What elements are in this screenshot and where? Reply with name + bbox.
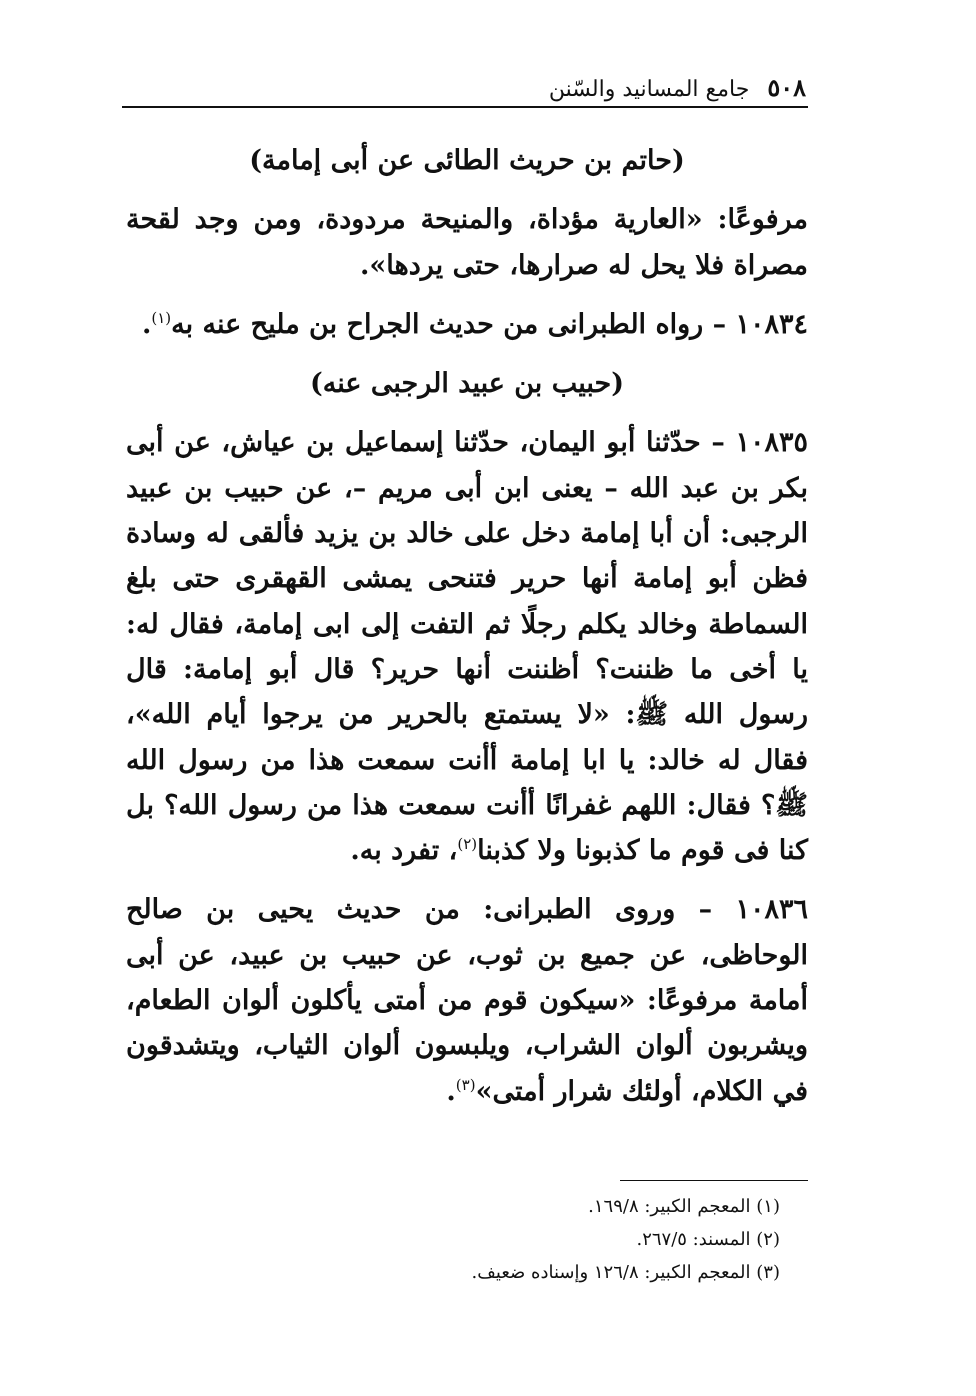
section-heading: (حاتم بن حريث الطائى عن أبى إمامة) [249, 145, 685, 176]
footnote-1: (١) المعجم الكبير: ١٦٩/٨. [588, 1196, 780, 1217]
footnotes [300, 1190, 780, 1289]
running-header [122, 62, 806, 102]
footnote-ref: (١) [151, 308, 172, 327]
footnote-ref: (٢) [457, 835, 478, 854]
footnote-2: (٢) المسند: ٢٦٧/٥. [636, 1229, 780, 1250]
footnote-rule [620, 1180, 808, 1181]
hadith-number: ١٠٨٣٦ [735, 894, 808, 926]
hadith-paragraph: ١٠٨٣٦ – وروى الطبرانى: من حديث يحيى بن صالح الوحاظى، عن جميع بن ثوب، عن حبيب بن عبيد، عن أبى أمامة مرفوعًا: «سيكون قوم من أمتى يأكلون ألوان الطعام، ويشربون ألوان الشراب، ويلبسون ألوان الثياب، ويتشدقون في الكلام، أولئك شرار أمتى»$^{(٣)}$. [126, 894, 808, 1107]
hadith-paragraph: مرفوعًا: «العارية مؤداة، والمنيحة مردودة، ومن وجد لقحة مصراة فلا يحل له صرارها، حتى يردها». [126, 204, 808, 281]
hadith-paragraph: ١٠٨٣٥ – حدّثنا أبو اليمان، حدّثنا إسماعيل بن عياش، عن أبى بكر بن عبد الله – يعنى ابن أبى مريم –، عن حبيب بن عبيد الرجبى: أن أبا إمامة دخل على خالد بن يزيد فألقى له وسادة فظن أبو إمامة أنها حرير فتنحى يمشى القهقرى حتى بلغ السماطة وخالد يكلم رجلًا ثم التفت إلى ابى إمامة، فقال له: يا أخى ما ظننت؟ أظننت أنها حرير؟ قال أبو إمامة: قال رسول الله ﷺ: «لا يستمتع بالحرير من يرجوا أيام الله»، فقال له خالد: يا ابا إمامة أأنت سمعت هذا من رسول الله ﷺ؟ فقال: اللهم غفرانًا أأنت سمعت هذا من رسول الله؟ بل كنا فى قوم ما كذبونا ولا كذبنا$^{(٢)}$، تفرد به. [126, 427, 808, 867]
hadith-paragraph: ١٠٨٣٤ – رواه الطبرانى من حديث الجراح بن مليح عنه به$^{(١)}$. [141, 308, 808, 340]
header-rule [122, 106, 808, 108]
footnote-3: (٣) المعجم الكبير: ١٢٦/٨ وإسناده ضعيف. [471, 1262, 780, 1283]
book-title: جامع المسانيد والسّنن [548, 77, 750, 102]
footnote-ref: (٣) [455, 1075, 476, 1094]
section-heading: (حبيب بن عبيد الرجبى عنه) [310, 368, 624, 400]
hadith-number: ١٠٨٣٤ [735, 308, 808, 340]
page-number: ٥٠٨ [767, 73, 806, 102]
main-text [126, 138, 808, 1128]
hadith-number: ١٠٨٣٥ [735, 427, 808, 459]
